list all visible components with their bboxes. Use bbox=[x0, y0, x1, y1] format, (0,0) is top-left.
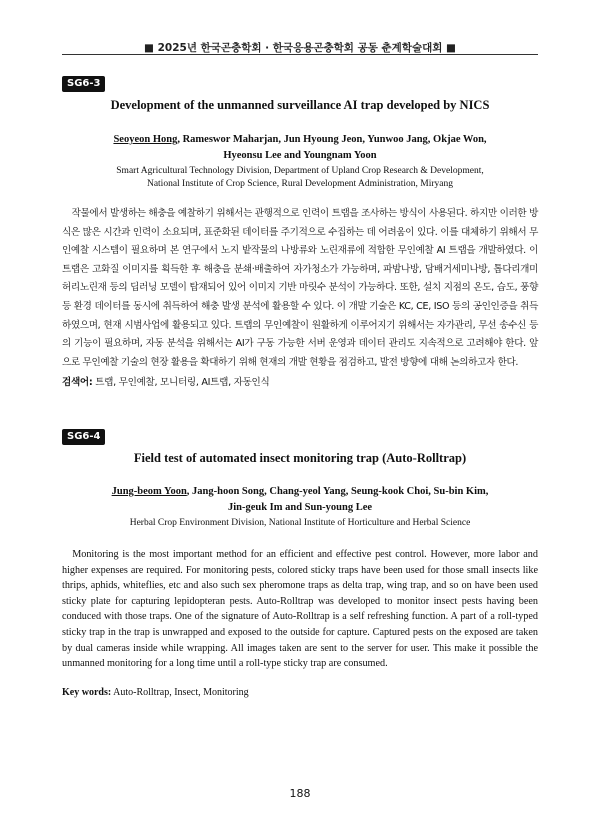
running-header: ■ 2025년 한국곤충학회 · 한국응용곤충학회 공동 춘계학술대회 ■ bbox=[144, 42, 456, 54]
co-authors-line2: Jin-geuk Im and Sun-young Lee bbox=[227, 502, 373, 513]
co-authors-line2: Hyeonsu Lee and Youngnam Yoon bbox=[223, 150, 377, 161]
keywords-label: 검색어: bbox=[62, 377, 93, 388]
lead-author: Seoyeon Hong bbox=[113, 134, 178, 145]
affiliation: Herbal Crop Environment Division, National Institute of Horticulture and Herbal Science bbox=[129, 518, 471, 528]
abstract: 작물에서 발생하는 해충을 예찰하기 위해서는 관행적으로 인력이 트랩을 조사하는 방식이 사용된다. 하지만 이러한 방식은 많은 시간과 인력이 소요되며, 표준화된 데이터를 주기적으로 수집하는 데 어려움이 있다. 이를 대체하기 위해서 무인예찰 시스템이 필요하며 본 연구에서 노지 밭작물의 나방류와 노린재류에 적합한 무인예찰 AI 트랩을 개발하였다. 이 트랩은 고화질 이미지를 획득한 후 해충을 분쇄·배출하여 자가청소가 가능하며, 파밤나방, 담배거세미나방, 톱다리개미허리노린재 등의 딥러닝 모델이 탑재되어 있어 이미지 기반 마릿수 분석이 가능하다. 또한, 설치 지점의 온도, 습도, 풍향 등 환경 데이터를 동시에 취득하여 해충 발생 분석에 활용할 수 있다. 이 개발 기술은 KC, CE, ISO 등의 공인인증을 취득하였으며, 현재 시범사업에 활용되고 있다. 트랩의 무인예찰이 원활하게 이루어지기 위해서는 자가관리, 무선 송수신 등의 기능이 필요하며, 자동 분석을 위해서는 AI가 구동 가능한 서버 운영과 데이터 관리도 지속적으로 고려해야 한다. 앞으로 무인예찰 기술의 현장 활용을 확대하기 위해 현재의 개발 현황을 점검하고, 발전 방향에 대해 논의하고자 한다. bbox=[62, 208, 538, 368]
co-authors: , Rameswor Maharjan, Jun Hyoung Jeon, Yunwoo Jang, Okjae Won, bbox=[177, 134, 487, 145]
keywords-label: Key words: bbox=[62, 687, 112, 698]
abstract: Monitoring is the most important method for an efficient and effective pest control. However, more labor and higher expenses are required. For monitoring pests, colored sticky traps have been used for those small insects like thrips, aphids, whiteflies, etc and also such sex pheromone traps as delta trap, wing trap, and so on have been used sticky plate for capturing lepidopteran pests. Auto-Rolltrap was developed to monitor insect pests having been conduced with those traps. One of the signature of Auto-Rolltrap is a self refreshing function. A part of a roll-typed sticky trap in the trap is unwrapped and exposed to the outside for capture. Captured pests on the exposed are taken by dual cameras inside while wrapping. All images taken are sent to the server for user. This make it possible the unmanned monitoring for a long time until a roll-type sticky trap are consumed. bbox=[62, 549, 538, 670]
keywords-text: 트랩, 무인예찰, 모니터링, AI트랩, 자동인식 bbox=[92, 377, 270, 388]
paper-title: Development of the unmanned surveillance AI trap developed by NICS bbox=[110, 98, 490, 112]
keywords bbox=[62, 374, 538, 388]
paper-title: Field test of automated insect monitoring trap (Auto-Rolltrap) bbox=[133, 451, 467, 465]
co-authors: , Jang-hoon Song, Chang-yeol Yang, Seung-kook Choi, Su-bin Kim, bbox=[186, 486, 489, 497]
author-list bbox=[0, 132, 600, 164]
section-code-badge: SG6-3 bbox=[62, 76, 105, 92]
lead-author: Jung-beom Yoon bbox=[111, 486, 187, 497]
author-list bbox=[0, 484, 600, 516]
page-number: 188 bbox=[289, 787, 311, 800]
affiliation bbox=[0, 165, 600, 191]
keywords-text: Auto-Rolltrap, Insect, Monitoring bbox=[111, 687, 249, 698]
section-code-badge: SG6-4 bbox=[62, 429, 105, 445]
affiliation-line2: National Institute of Crop Science, Rural Development Administration, Miryang bbox=[146, 179, 454, 189]
keywords bbox=[62, 687, 538, 698]
affiliation-line1: Smart Agricultural Technology Division, Department of Upland Crop Research & Development, bbox=[116, 166, 484, 176]
header-rule bbox=[62, 54, 538, 55]
